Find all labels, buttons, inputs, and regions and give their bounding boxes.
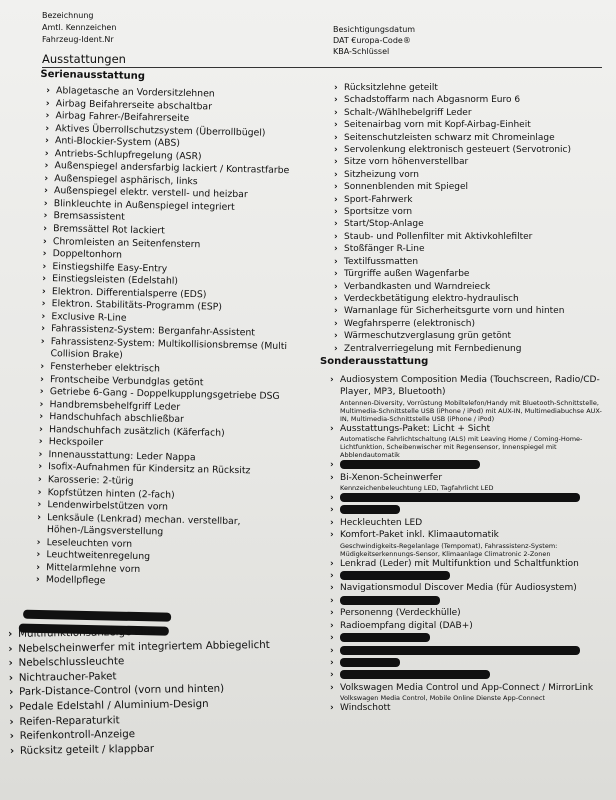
label-bezeichnung: Bezeichnung [42,11,94,20]
serien-right-item: › Zentralverriegelung mit Fernbedienung [334,343,604,355]
serien-item: › Leuchtweitenregelung [36,549,301,567]
serien-right-item: › Türgriffe außen Wagenfarbe [334,268,604,280]
serien-title: Serienausstattung [40,68,146,83]
serien-right-item: › Warnanlage für Sicherheitsgurte vorn und hinten [334,305,604,317]
sonder-item-redacted-2 [330,492,602,504]
sonder-title: Sonderausstattung [320,356,429,367]
sonder-item-redacted-6 [330,632,602,644]
serien-item: › Handbremsbehelfgriff Leder [39,399,304,417]
label-kennzeichen: Amtl. Kennzeichen [42,23,117,32]
serien-right-item: › Seitenairbag vorn mit Kopf-Airbag-Einheit [334,119,604,131]
sonder-item-redacted-7 [330,645,602,657]
serien-right-item: › Seitenschutzleisten schwarz mit Chromeinlage [334,132,604,144]
serien-item: › Innenausstattung: Leder Nappa [38,449,303,467]
serien-item: › Modellpflege [36,574,301,592]
serien-list-continued [8,622,310,758]
serien-item: › Bremssättel Rot lackiert [43,223,308,241]
serien-continued-item: › Rücksitz geteilt / klappbar [10,739,310,758]
serien-item: › Lendenwirbelstützen vorn [37,499,302,517]
sonder-audio-details: Antennen-Diversity, Vorrüstung Mobiltelefon/Handy mit Bluetooth-Schnittstelle, Multimedia-Schnittstelle USB (iPhone / iPod) mit AUX-IN, Multimediabuchse AUX-IN, Multimedia-Schnittstelle USB (iPhone / iPod) [340,398,602,423]
serien-item: › Aktives Überrollschutzsystem (Überrollbügel) [45,123,310,141]
serien-item: › Fahrassistenz-System: Berganfahr-Assistent [41,323,306,341]
sonder-licht-label: Ausstattungs-Paket: Licht + Sicht [340,423,491,434]
serien-item: › Fensterheber elektrisch [40,361,305,379]
serien-right-item: › Staub- und Pollenfilter mit Aktivkohlefilter [334,231,604,243]
sonder-xenon-details: Kennzeichenbeleuchtung LED, Tagfahrlicht LED [340,484,494,493]
serien-item: › Mittelarmlehne vorn [36,562,301,580]
serien-continued-item: › Nebelscheinwerfer mit integriertem Abbiegelicht [8,637,308,656]
sonder-item-xenon [330,472,602,492]
sonder-komfort-details: Geschwindigkeits-Regelanlage (Tempomat), Fahrassistenz-System: Müdigkeitserkennungs-Sensor, Klimaanlage Climatronic 2-Zonen [340,541,558,558]
serien-item: › Getriebe 6-Gang - Doppelkupplungsgetriebe DSG [40,386,305,404]
serien-item: › Isofix-Aufnahmen für Kindersitz an Rücksitz [38,461,303,479]
label-besichtigungsdatum: Besichtigungsdatum [333,25,416,34]
sonder-item-personen: › Personenng (Verdeckhülle) [330,607,602,619]
serien-item: › Heckspoiler [39,436,304,454]
serien-item: › Außenspiegel andersfarbig lackiert / Kontrastfarbe [44,160,309,178]
serien-item: › Antriebs-Schlupfregelung (ASR) [45,148,310,166]
sonder-item-audio [330,374,602,423]
serien-item: › Handschuhfach zusätzlich (Käferfach) [39,424,304,442]
sonder-audio-label: Audiosystem Composition Media (Touchscreen, Radio/CD-Player, MP3, Bluetooth) [340,375,600,398]
serien-right-item: › Verbandkasten und Warndreieck [334,281,604,293]
serien-item: › Frontscheibe Verbundglas getönt [40,374,305,392]
serien-item: › Außenspiegel elektr. verstell- und heizbar [44,185,309,203]
serien-right-item: › Sitze vorn höhenverstellbar [334,156,604,168]
serien-item: › Anti-Blockier-System (ABS) [45,135,310,153]
serien-item: › Exclusive R-Line [41,311,306,329]
label-kba: KBA-Schlüssel [333,47,390,56]
sonder-item-redacted-5 [330,595,602,607]
serien-continued-item: › Nebelschlussleuchte [8,651,308,670]
serien-right-item: › Start/Stop-Anlage [334,218,604,230]
serien-item: › Handschuhfach abschließbar [39,411,304,429]
serien-item: › Elektron. Differentialsperre (EDS) [42,286,307,304]
serien-continued-item: › Pedale Edelstahl / Aluminium-Design [9,695,309,714]
sonder-item-heck: › Heckleuchten LED [330,517,602,529]
sonder-xenon-label: Bi-Xenon-Scheinwerfer [340,472,443,483]
serien-item: › Karosserie: 2-türig [38,474,303,492]
sonder-list [330,374,602,715]
serien-item: › Chromleisten an Seitenfenstern [43,236,308,254]
sonder-komfort-label: Komfort-Paket inkl. Klimaautomatik [340,530,499,541]
serien-item: › Doppeltonhorn [43,248,308,266]
serien-list [36,85,311,592]
label-dat-code: DAT €uropa-Code® [333,36,411,45]
serien-continued-item: › Nichtraucher-Paket [9,666,309,685]
serien-continued-item: › Park-Distance-Control (vorn und hinten) [9,681,309,700]
sonder-item-navi: › Navigationsmodul Discover Media (für Audiosystem) [330,582,602,594]
serien-item: › Elektron. Stabilitäts-Programm (ESP) [42,298,307,316]
serien-item: › Fahrassistenz-System: Multikollisionsbremse (Multi Collision Brake) [40,336,305,367]
serien-item: › Airbag Fahrer-/Beifahrerseite [45,110,310,128]
serien-item: › Blinkleuchte in Außenspiegel integriert [44,198,309,216]
serien-item: › Leseleuchten vorn [37,537,302,555]
serien-right-item: › Rücksitzlehne geteilt [334,82,604,94]
serien-item: › Außenspiegel asphärisch, links [44,173,309,191]
sonder-item-redacted-1 [330,459,602,471]
sonder-item-radio: › Radioempfang digital (DAB+) [330,620,602,632]
section-title: Ausstattungen [42,52,602,68]
sonder-item-vw [330,682,602,702]
sonder-licht-details: Automatische Fahrlichtschaltung (ALS) mit Leaving Home / Coming-Home-Lichtfunktion, Scheibenwischer mit Regensensor, Innenspiegel mit Abblendautomatik [340,435,583,460]
serien-continued-item: › Reifen-Reparaturkit [9,710,309,729]
serien-right-item: › Verdeckbetätigung elektro-hydraulisch [334,293,604,305]
serien-right-item: › Wegfahrsperre (elektronisch) [334,318,604,330]
serien-item: › Einstiegsleisten (Edelstahl) [42,273,307,291]
sonder-item-lenkrad: › Lenkrad (Leder) mit Multifunktion und Schaltfunktion [330,558,602,570]
serien-item: › Kopfstützen hinten (2-fach) [38,486,303,504]
serien-continued-item: › Reifenkontroll-Anzeige [10,724,310,743]
serien-right-item: › Sitzheizung vorn [334,169,604,181]
serien-item: › Einstiegshilfe Easy-Entry [42,261,307,279]
sonder-item-redacted-9 [330,669,602,681]
serien-right-item: › Textilfussmatten [334,256,604,268]
serien-item: › Ablagetasche an Vordersitzlehnen [46,85,311,103]
serien-item: › Bremsassistent [43,210,308,228]
sonder-item-windschott: › Windschott [330,702,602,714]
sonder-item-redacted-3 [330,504,602,516]
sonder-item-redacted-4 [330,570,602,582]
sonder-item-licht [330,423,602,459]
serien-continued-item: › Multifunktionsanzeige Plus [8,622,308,641]
serien-item: › Airbag Beifahrerseite abschaltbar [46,98,311,116]
serien-right-item: › Stoßfänger R-Line [334,243,604,255]
serien-right-item: › Schalt-/Wählhebelgriff Leder [334,107,604,119]
sonder-vw-label: Volkswagen Media Control und App-Connect / MirrorLink [340,682,594,693]
sonder-item-komfort [330,529,602,557]
serien-right-item: › Wärmeschutzverglasung grün getönt [334,330,604,342]
serien-right-item: › Sportsitze vorn [334,206,604,218]
serien-right-item: › Servolenkung elektronisch gesteuert (Servotronic) [334,144,604,156]
serien-right-item: › Sonnenblenden mit Spiegel [334,181,604,193]
serien-right-item: › Schadstoffarm nach Abgasnorm Euro 6 [334,94,604,106]
serien-list-right [334,82,604,355]
sonder-item-redacted-8 [330,657,602,669]
serien-right-item: › Sport-Fahrwerk [334,194,604,206]
sonder-vw-details: Volkswagen Media Control, Mobile Online Dienste App-Connect [340,694,545,703]
serien-item: › Lenksäule (Lenkrad) mechan. verstellbar, Höhen-/Längsverstellung [37,511,302,542]
label-fin: Fahrzeug-Ident.Nr [42,35,114,44]
